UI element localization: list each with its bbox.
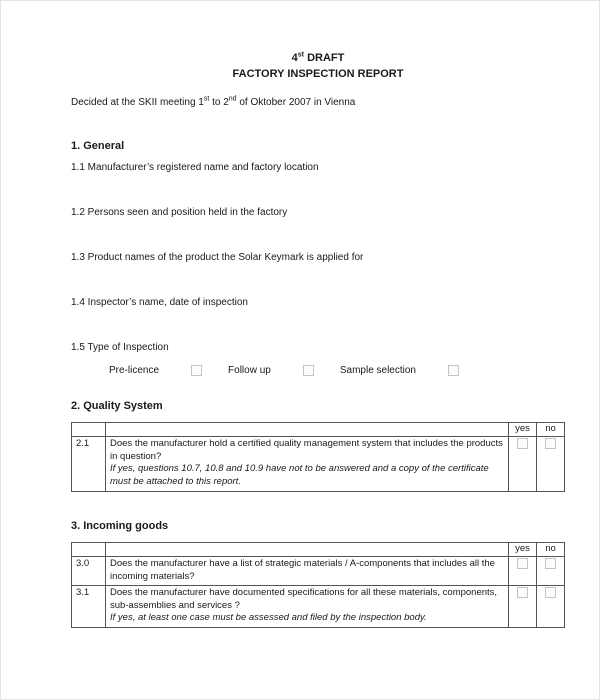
question-text: Does the manufacturer have a list of strategic materials / A-components that includes all the incoming materials? bbox=[110, 558, 495, 582]
no-header: no bbox=[537, 542, 565, 557]
question-text-cell bbox=[106, 586, 509, 628]
option-pre-licence bbox=[109, 365, 202, 376]
empty-header-cell bbox=[72, 542, 106, 557]
q3-0-yes-checkbox[interactable] bbox=[517, 558, 528, 569]
sample-selection-checkbox[interactable] bbox=[448, 365, 459, 376]
pre-licence-checkbox[interactable] bbox=[191, 365, 202, 376]
item-1-1: 1.1 Manufacturer’s registered name and factory location bbox=[71, 161, 319, 173]
item-1-4: 1.4 Inspector’s name, date of inspection bbox=[71, 296, 248, 308]
q2-1-yes-checkbox[interactable] bbox=[517, 438, 528, 449]
question-text-cell bbox=[106, 437, 509, 491]
question-number-cell: 2.1 bbox=[72, 437, 106, 491]
yes-header: yes bbox=[509, 542, 537, 557]
item-1-2: 1.2 Persons seen and position held in the factory bbox=[71, 206, 288, 218]
table-header-row bbox=[72, 542, 565, 557]
q3-0-no-checkbox[interactable] bbox=[545, 558, 556, 569]
table-header-row bbox=[72, 422, 565, 437]
q3-1-yes-checkbox[interactable] bbox=[517, 587, 528, 598]
option-sample-selection bbox=[340, 365, 459, 376]
item-1-5: 1.5 Type of Inspection bbox=[71, 341, 169, 353]
q3-1-no-checkbox[interactable] bbox=[545, 587, 556, 598]
follow-up-checkbox[interactable] bbox=[303, 365, 314, 376]
question-number-cell: 3.1 bbox=[72, 586, 106, 628]
follow-up-label: Follow up bbox=[228, 364, 271, 376]
question-text: Does the manufacturer have documented specifications for all these materials, components, sub-assemblies and services ? bbox=[110, 587, 498, 611]
pre-licence-label: Pre-licence bbox=[109, 364, 160, 376]
question-text-cell bbox=[106, 557, 509, 586]
question-text: Does the manufacturer hold a certified quality management system that includes the products in question? bbox=[110, 438, 503, 462]
report-title: FACTORY INSPECTION REPORT bbox=[232, 67, 404, 80]
section-1-heading: 1. General bbox=[71, 139, 125, 152]
table-row bbox=[72, 557, 565, 586]
empty-header-cell bbox=[106, 422, 509, 437]
table-row bbox=[72, 437, 565, 491]
yes-cell bbox=[509, 557, 537, 586]
item-1-3: 1.3 Product names of the product the Solar Keymark is applied for bbox=[71, 251, 364, 263]
no-cell bbox=[537, 557, 565, 586]
table-row bbox=[72, 586, 565, 628]
q2-1-no-checkbox[interactable] bbox=[545, 438, 556, 449]
incoming-goods-table bbox=[71, 542, 565, 628]
sample-selection-label: Sample selection bbox=[339, 364, 416, 376]
yes-header: yes bbox=[509, 422, 537, 437]
quality-system-table bbox=[71, 422, 565, 492]
empty-header-cell bbox=[72, 422, 106, 437]
empty-header-cell bbox=[106, 542, 509, 557]
question-note: If yes, questions 10.7, 10.8 and 10.9 have not to be answered and a copy of the certificate must be attached to this report. bbox=[110, 463, 489, 487]
draft-title: 4st DRAFT bbox=[291, 51, 345, 64]
section-3-heading: 3. Incoming goods bbox=[71, 519, 169, 532]
no-cell bbox=[537, 586, 565, 628]
yes-cell bbox=[509, 437, 537, 491]
inspection-type-options bbox=[109, 365, 565, 376]
document-title-block bbox=[71, 51, 565, 83]
question-number-cell: 3.0 bbox=[72, 557, 106, 586]
subtitle: Decided at the SKII meeting 1st to 2nd of Oktober 2007 in Vienna bbox=[71, 95, 356, 108]
question-note: If yes, at least one case must be assessed and filed by the inspection body. bbox=[110, 612, 427, 624]
yes-cell bbox=[509, 586, 537, 628]
section-2-heading: 2. Quality System bbox=[71, 399, 163, 412]
no-cell bbox=[537, 437, 565, 491]
no-header: no bbox=[537, 422, 565, 437]
option-follow-up bbox=[228, 365, 314, 376]
